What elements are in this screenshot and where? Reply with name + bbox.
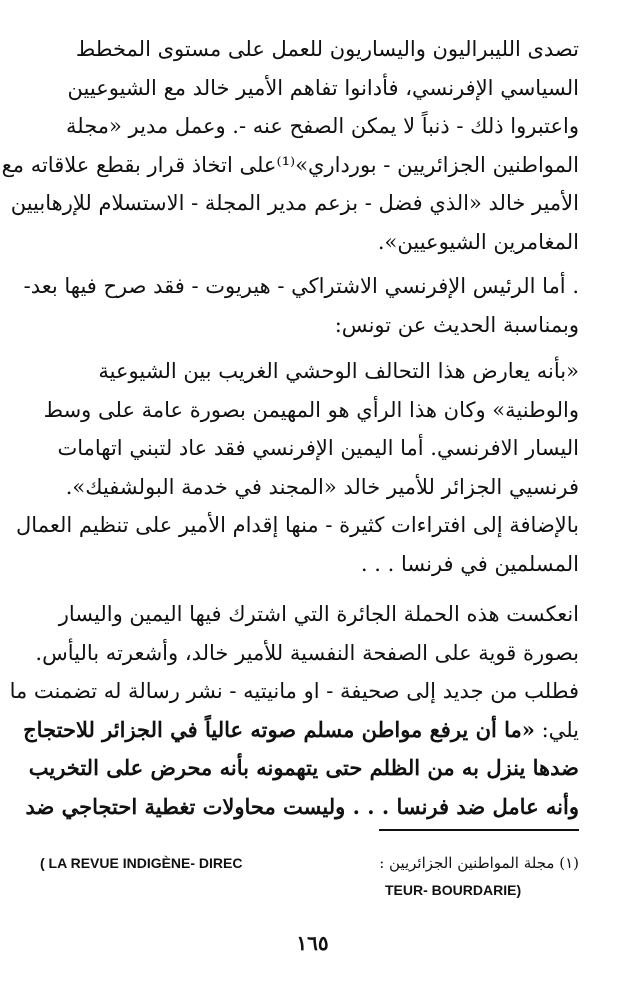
- text-line: المواطنين الجزائريين - بورداري»⁽¹⁾على اتخاذ قرار بقطع علاقاته مع: [1, 152, 579, 177]
- footnote-line-1: [40, 850, 579, 877]
- text-line: والوطنية» وكان هذا الرأي هو المهيمن بصورة عامة على وسط: [43, 397, 579, 422]
- footnote-divider: [379, 829, 579, 831]
- paragraph-2: [23, 267, 579, 344]
- paragraph-3-quote: [16, 352, 579, 583]
- text-line: . أما الرئيس الإفرنسي الاشتراكي - هيريوت - فقد صرح فيها بعد-: [23, 274, 579, 298]
- text-line: تصدى الليبراليون واليساريون للعمل على مستوى المخطط: [75, 37, 579, 61]
- text-line: اليسار الافرنسي. أما اليمين الإفرنسي فقد عاد لتبني اتهامات: [57, 436, 579, 460]
- footnote: [40, 850, 579, 904]
- text-line: المغامرين الشيوعيين».: [377, 229, 579, 254]
- text-line: انعكست هذه الحملة الجائرة التي اشترك فيها اليمين واليسار: [58, 602, 579, 626]
- page-number: ١٦٥: [296, 931, 329, 955]
- text-line: الأمير خالد «الذي فضل - بزعم مدير المجلة - الاستسلام للإرهابيين: [10, 191, 579, 215]
- text-line-mixed: [23, 711, 579, 750]
- text-line: وبمناسبة الحديث عن تونس:: [334, 312, 579, 337]
- text-line: بصورة قوية على الصفحة النفسية للأمير خالد، وأشعرته باليأس.: [35, 640, 579, 665]
- bold-text-line: ضدها ينزل به من الظلم حتى يتهمونه بأنه محرض على التخريب: [28, 755, 579, 780]
- text-line: «بأنه يعارض هذا التحالف الوحشي الغريب بين الشيوعية: [98, 359, 579, 383]
- text-line: فرنسيي الجزائر للأمير خالد «المجند في خدمة البولشفيك».: [65, 474, 579, 499]
- text-line: المسلمين في فرنسا . . .: [360, 551, 579, 576]
- paragraph-1: [1, 30, 579, 261]
- text-line: بالإضافة إلى افتراءات كثيرة - منها إقدام الأمير على تنظيم العمال: [16, 513, 579, 537]
- lead-text: يلي:: [541, 717, 579, 742]
- text-line: فطلب من جديد إلى صحيفة - او مانيتيه - نشر رسالة له تضمنت ما: [9, 679, 579, 703]
- footnote-latin-text: ( LA REVUE INDIGÈNE- DIREC: [40, 855, 243, 871]
- paragraph-4: [9, 595, 579, 826]
- text-line: واعتبروا ذلك - ذنباً لا يمكن الصفح عنه -. وعمل مدير «مجلة: [66, 114, 579, 138]
- bold-quote-text: «ما أن يرفع مواطن مسلم صوته عالياً في الجزائر للاحتجاج: [23, 716, 535, 742]
- footnote-arabic-text: (١) مجلة المواطنين الجزائريين :: [379, 854, 579, 872]
- footnote-line-2: TEUR- BOURDARIE): [385, 882, 522, 898]
- text-line: السياسي الإفرنسي، فأدانوا تفاهم الأمير خالد مع الشيوعيين: [67, 75, 579, 100]
- bold-text-line: وأنه عامل ضد فرنسا . . . وليست محاولات تغطية احتجاجي ضد: [25, 793, 579, 819]
